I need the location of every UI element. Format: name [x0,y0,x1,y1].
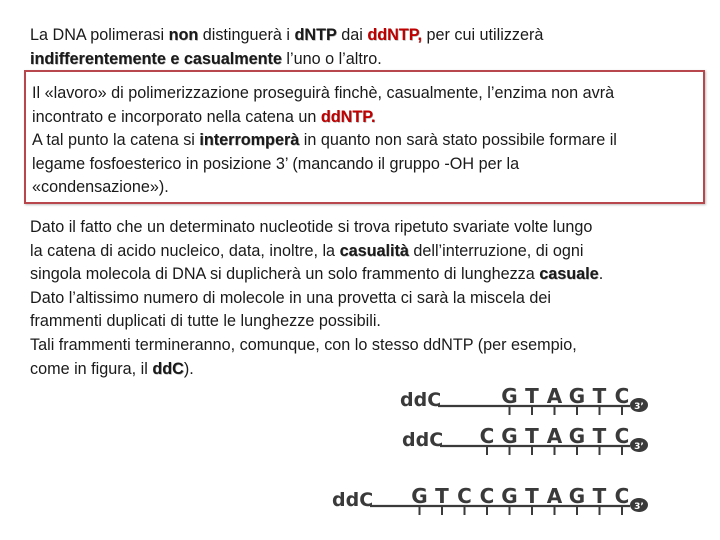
base-G: G [501,424,518,448]
three-prime-end-label: 3’ [634,442,644,452]
intro-paragraph [30,24,543,71]
base-T: T [592,384,607,408]
base-G: G [501,384,518,408]
emph-dntp: dNTP [294,26,337,44]
fragment-1 [400,384,648,415]
emph-ddc: ddC [152,359,184,378]
base-C: C [614,384,630,408]
base-A: A [546,384,563,408]
base-T: T [525,484,539,508]
ddc-label: ddC [402,429,444,451]
base-T: T [592,484,607,508]
ddc-label: ddC [332,489,374,511]
intro-line-1: La DNA polimerasi non distinguerà i dNTP dai ddNTP, per cui utilizzerà [30,26,544,44]
emph-ddntp: ddNTP, [367,26,422,44]
emph-non: non [168,26,199,44]
three-prime-end-label: 3’ [634,502,644,512]
base-C: C [457,484,472,508]
base-A: A [546,424,563,448]
base-T: T [435,484,449,508]
base-C: C [614,424,630,448]
emph-casualmente: indifferentemente e casualmente [30,49,282,68]
base-C: C [479,424,495,448]
emph-casualita: casualità [339,241,409,260]
base-T: T [525,424,539,448]
fragment-2 [402,424,648,455]
emph-ddntp-box: ddNTP. [320,107,376,126]
fragment-3 [332,484,648,515]
emph-casuale: casuale [539,265,599,284]
base-A: A [546,484,563,508]
dna-fragments-figure [330,370,660,530]
base-G: G [411,484,428,508]
base-G: G [501,484,518,508]
base-T: T [525,384,539,408]
box-paragraph: Il «lavoro» di polimerizzazione proseguirà finchè, casualmente, l’enzima non avrà incontrato e incorporato nella catena un ddNTP. A tal punto la catena si interromperà in quanto non sarà stato possibile formare il legame fosfoesterico in posizione 3’ (mancando il gruppo -OH per la «condensazione»). [32,84,617,197]
base-G: G [568,424,586,448]
three-prime-end-label: 3’ [634,402,644,412]
intro-line-2: indifferentemente e casualmente l’uno o l’altro. [30,49,382,68]
base-G: G [568,484,586,508]
ddc-label: ddC [400,389,442,411]
emph-interrompera: interromperà [199,131,300,150]
base-T: T [592,424,607,448]
base-C: C [479,484,495,508]
base-C: C [614,484,630,508]
body-paragraph: Dato il fatto che un determinato nucleotide si trova ripetuto svariate volte lungo la catena di acido nucleico, data, inoltre, la casualità dell’interruzione, di ogni singola molecola di DNA si duplicherà un solo frammento di lunghezza casuale. Dato l’altissimo numero di molecole in una provetta ci sarà la miscela dei frammenti duplicati di tutte le lunghezze possibili. Tali frammenti termineranno, comunque, con lo stesso ddNTP (per esempio, come in figura, il ddC). [30,218,604,378]
base-G: G [568,384,586,408]
